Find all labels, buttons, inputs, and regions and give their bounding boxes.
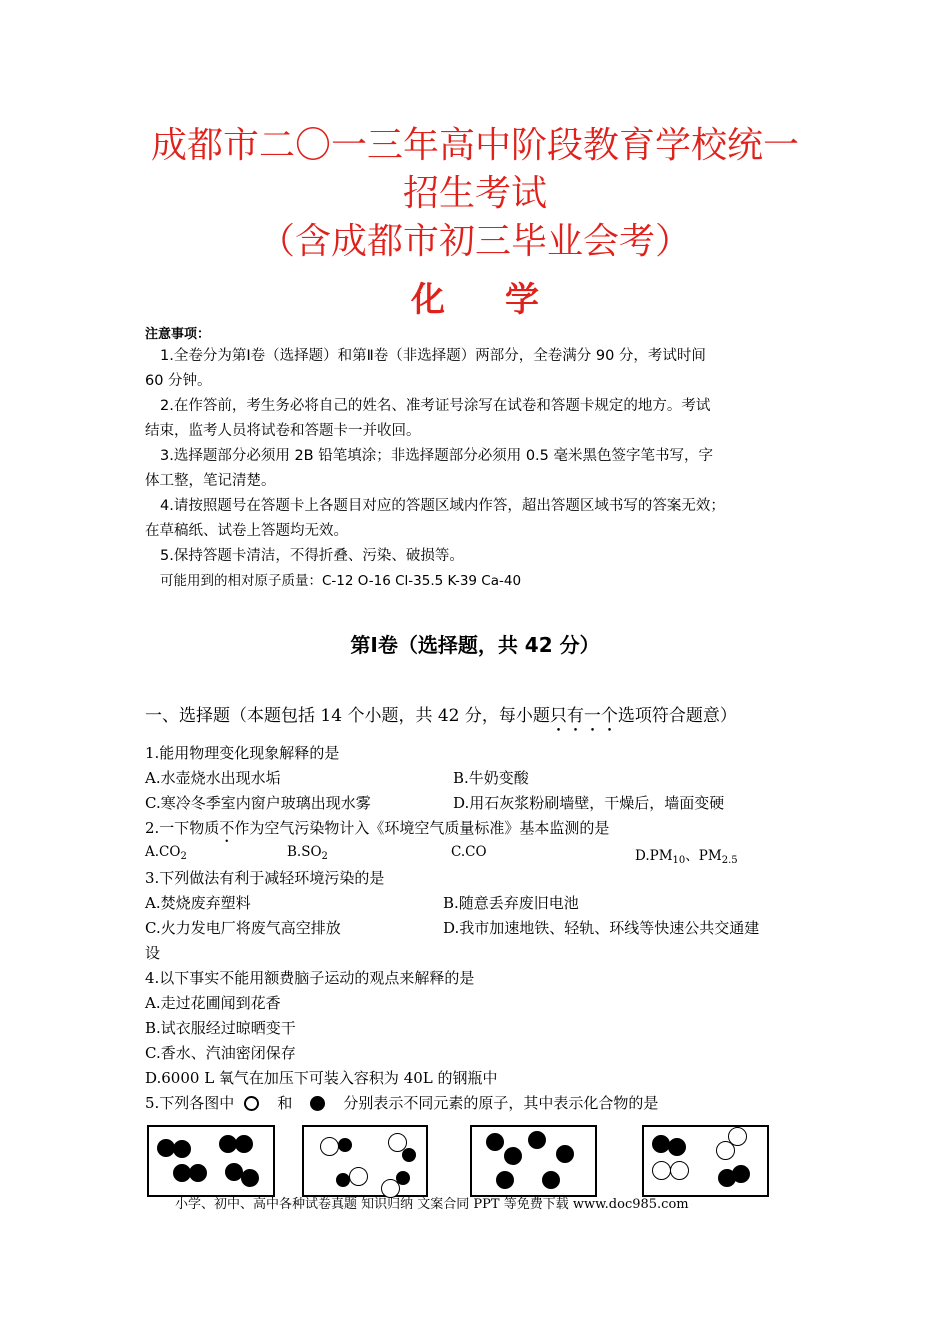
atom-filled <box>173 1140 191 1158</box>
q2-stem-a: 2.一下物质 <box>145 819 220 837</box>
q5-diagram-d <box>642 1125 769 1197</box>
q2-option-d-sub1: 10 <box>672 855 686 866</box>
q2-option-d <box>635 844 738 866</box>
atom-filled <box>402 1148 416 1162</box>
atom-open <box>652 1161 671 1180</box>
part1-heading-a: 一、选择题（本题包括 14 个小题，共 42 分，每小题 <box>145 706 550 726</box>
q2-option-b-sub: 2 <box>321 851 328 862</box>
q1-option-a: A.水壶烧水出现水垢 <box>145 769 281 787</box>
q5-diagram-c <box>470 1125 597 1197</box>
section-heading: 第Ⅰ卷（选择题，共 42 分） <box>350 633 600 657</box>
q3-stem: 3.下列做法有利于减轻环境污染的是 <box>145 869 385 887</box>
q1-option-c: C.寒冷冬季室内窗户玻璃出现水雾 <box>145 794 371 812</box>
atomic-mass-note: 可能用到的相对原子质量：C-12 O-16 Cl-35.5 K-39 Ca-40 <box>160 573 522 589</box>
q2-stem-emphasis: 不 <box>219 819 235 837</box>
atom-filled <box>486 1133 504 1151</box>
q4-option-d: D.6000 L 氧气在加压下可装入容积为 40L 的钢瓶中 <box>145 1069 498 1087</box>
open-circle-icon <box>244 1096 259 1111</box>
atom-open <box>320 1137 339 1156</box>
q4-option-b: B.试衣服经过晾晒变干 <box>145 1019 296 1037</box>
atom-filled <box>496 1171 514 1189</box>
q4-option-a: A.走过花圃闻到花香 <box>145 994 281 1012</box>
exam-title-line2: 招生考试 <box>402 173 547 214</box>
notice-item-1: 1.全卷分为第Ⅰ卷（选择题）和第Ⅱ卷（非选择题）两部分，全卷满分 90 分，考试时间 <box>160 348 706 364</box>
q1-option-b: B.牛奶变酸 <box>453 769 529 787</box>
q5-stem-b: 和 <box>277 1094 293 1112</box>
atom-filled <box>338 1138 352 1152</box>
notice-item-2-cont: 结束，监考人员将试卷和答题卡一并收回。 <box>145 423 421 439</box>
notice-item-4-cont: 在草稿纸、试卷上答题均无效。 <box>145 523 348 539</box>
atom-filled <box>732 1165 750 1183</box>
atom-filled <box>241 1169 259 1187</box>
q4-stem: 4.以下事实不能用额费脑子运动的观点来解释的是 <box>145 969 475 987</box>
notice-heading: 注意事项： <box>145 327 211 342</box>
exam-title-line3: （含成都市初三毕业会考） <box>258 221 691 262</box>
q2-stem <box>145 817 609 846</box>
notice-item-1-cont: 60 分钟。 <box>145 373 212 389</box>
atom-filled <box>235 1135 253 1153</box>
q3-option-d-cont: 设 <box>145 944 161 962</box>
q5-diagram-b <box>302 1125 428 1197</box>
part1-heading-b: 选项符合题意） <box>617 706 737 726</box>
q2-option-a-text: A.CO <box>145 844 181 860</box>
atom-open <box>716 1141 735 1160</box>
atom-filled <box>189 1164 207 1182</box>
atom-filled <box>542 1171 560 1189</box>
part1-heading <box>145 701 737 736</box>
atom-filled <box>528 1131 546 1149</box>
q1-stem: 1.能用物理变化现象解释的是 <box>145 744 340 762</box>
notice-item-3: 3.选择题部分必须用 2B 铅笔填涂；非选择题部分必须用 0.5 毫米黑色签字笔书写，字 <box>160 448 714 464</box>
atom-open <box>670 1161 689 1180</box>
q2-option-d-text: D.PM <box>635 848 673 864</box>
q5-stem <box>145 1092 658 1113</box>
q1-option-d: D.用石灰浆粉刷墙壁，干燥后，墙面变硬 <box>453 794 725 812</box>
exam-title-line1: 成都市二〇一三年高中阶段教育学校统一 <box>150 125 799 166</box>
q3-option-a: A.焚烧废弃塑料 <box>145 894 251 912</box>
atom-open <box>349 1167 368 1186</box>
q3-option-d: D.我市加速地铁、轻轨、环线等快速公共交通建 <box>443 919 760 937</box>
q2-option-a <box>145 844 187 862</box>
q2-option-d-sub2: 2.5 <box>721 855 738 866</box>
q2-option-a-sub: 2 <box>180 851 187 862</box>
atom-filled <box>336 1173 350 1187</box>
notice-item-5: 5.保持答题卡清洁，不得折叠、污染、破损等。 <box>160 548 464 564</box>
notice-item-2: 2.在作答前，考生务必将自己的姓名、准考证号涂写在试卷和答题卡规定的地方。考试 <box>160 398 711 414</box>
q2-stem-b: 作为空气污染物计入《环境空气质量标准》基本监测的是 <box>234 819 610 837</box>
q5-diagram-a <box>147 1125 275 1197</box>
q3-option-b: B.随意丢弃废旧电池 <box>443 894 579 912</box>
q5-stem-a: 5.下列各图中 <box>145 1094 235 1112</box>
q5-stem-c: 分别表示不同元素的原子，其中表示化合物的是 <box>343 1094 659 1112</box>
q3-option-c: C.火力发电厂将废气高空排放 <box>145 919 341 937</box>
q2-option-b-text: B.SO <box>287 844 322 860</box>
atom-filled <box>556 1145 574 1163</box>
q2-option-d-mid: 、PM <box>685 848 722 864</box>
q4-option-c: C.香水、汽油密闭保存 <box>145 1044 296 1062</box>
part1-heading-emphasis: 只有一个 <box>549 706 618 726</box>
notice-item-3-cont: 体工整，笔记清楚。 <box>145 473 276 489</box>
atom-filled <box>504 1147 522 1165</box>
notice-item-4: 4.请按照题号在答题卡上各题目对应的答题区域内作答，超出答题区域书写的答案无效； <box>160 498 725 514</box>
q2-option-b <box>287 844 328 862</box>
q2-option-c: C.CO <box>451 844 487 860</box>
filled-circle-icon <box>310 1096 325 1111</box>
page-footer: 小学、初中、高中各种试卷真题 知识归纳 文案合同 PPT 等免费下载 www.doc985.com <box>175 1197 689 1212</box>
subject-title: 化学 <box>411 280 599 320</box>
atom-filled <box>668 1138 686 1156</box>
